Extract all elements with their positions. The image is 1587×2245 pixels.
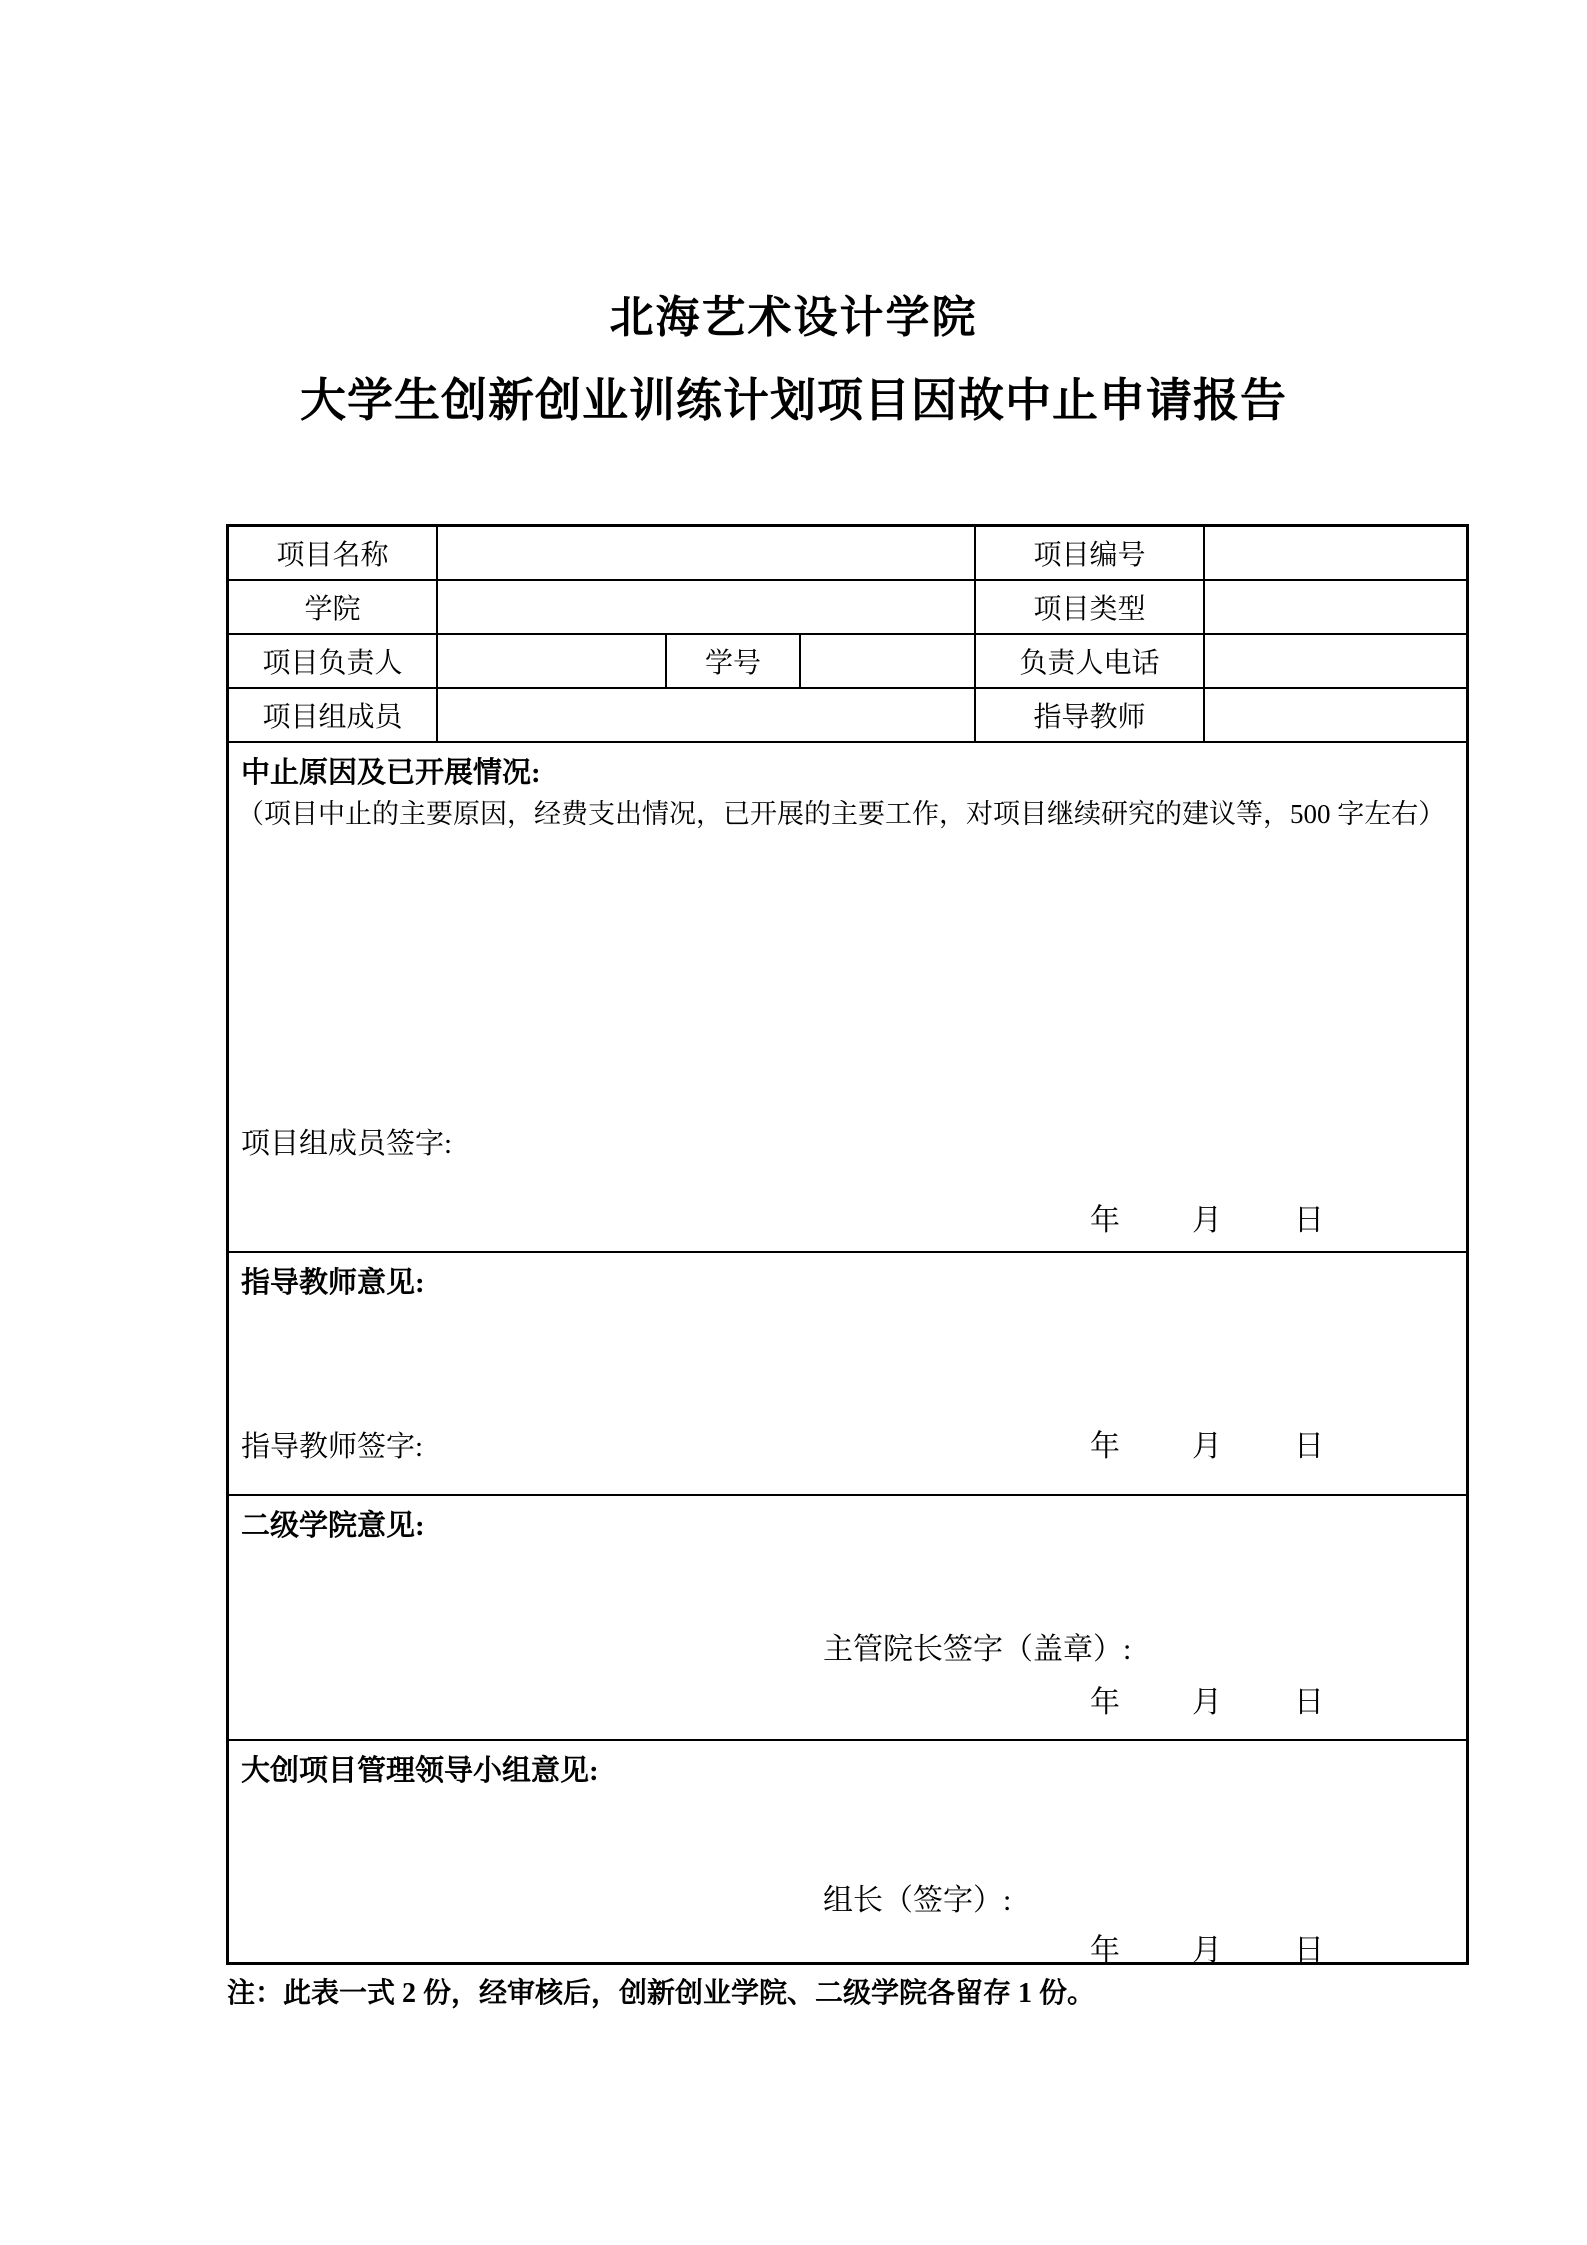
advisor-opinion-heading: 指导教师意见:	[241, 1267, 425, 1299]
leadership-group-opinion-section[interactable]	[229, 1741, 1466, 1967]
advisor-signature-row	[241, 1421, 1324, 1465]
advisor-label: 指导教师	[976, 689, 1205, 741]
termination-reason-heading: 中止原因及已开展情况:	[241, 757, 541, 789]
leader-phone-field[interactable]	[1205, 635, 1466, 687]
table-row	[229, 689, 1466, 743]
college-opinion-heading: 二级学院意见:	[241, 1510, 425, 1542]
date-day-label: 日	[1294, 1686, 1324, 1719]
advisor-signature-label: 指导教师签字:	[241, 1431, 424, 1463]
date-day-label: 日	[1294, 1430, 1324, 1463]
date-day-label: 日	[1294, 1934, 1324, 1967]
date-month-label: 月	[1192, 1934, 1222, 1967]
date-line	[1090, 1421, 1324, 1465]
date-year-label: 年	[1090, 1686, 1120, 1719]
date-year-label: 年	[1090, 1430, 1120, 1463]
date-year-label: 年	[1090, 1204, 1120, 1237]
project-no-field[interactable]	[1205, 527, 1466, 579]
advisor-field[interactable]	[1205, 689, 1466, 741]
dean-signature-label: 主管院长签字（盖章）:	[823, 1633, 1132, 1666]
leadership-group-heading: 大创项目管理领导小组意见:	[241, 1755, 599, 1787]
application-form-table	[226, 524, 1469, 1965]
date-line	[1090, 1925, 1324, 1969]
project-name-field[interactable]	[438, 527, 976, 579]
footnote: 注：此表一式 2 份，经审核后，创新创业学院、二级学院各留存 1 份。	[227, 1978, 1096, 2009]
members-label: 项目组成员	[229, 689, 438, 741]
student-id-field[interactable]	[801, 635, 976, 687]
termination-reason-hint: （项目中止的主要原因，经费支出情况，已开展的主要工作，对项目继续研究的建议等，500 字左右）	[237, 799, 1446, 829]
school-name-title: 北海艺术设计学院	[609, 293, 978, 342]
student-id-label: 学号	[667, 635, 801, 687]
date-month-label: 月	[1192, 1204, 1222, 1237]
group-leader-signature-label: 组长（签字）:	[823, 1884, 1012, 1917]
college-label: 学院	[229, 581, 438, 633]
members-signature-label: 项目组成员签字:	[241, 1128, 453, 1160]
date-line	[1090, 1677, 1324, 1721]
date-month-label: 月	[1192, 1686, 1222, 1719]
date-year-label: 年	[1090, 1934, 1120, 1967]
leader-phone-label: 负责人电话	[976, 635, 1205, 687]
termination-reason-section[interactable]	[229, 743, 1466, 1253]
table-row	[229, 635, 1466, 689]
leader-field[interactable]	[438, 635, 667, 687]
project-type-field[interactable]	[1205, 581, 1466, 633]
date-line	[1090, 1195, 1324, 1239]
college-opinion-section[interactable]	[229, 1496, 1466, 1741]
members-field[interactable]	[438, 689, 976, 741]
date-day-label: 日	[1294, 1204, 1324, 1237]
leader-label: 项目负责人	[229, 635, 438, 687]
project-no-label: 项目编号	[976, 527, 1205, 579]
college-field[interactable]	[438, 581, 976, 633]
date-month-label: 月	[1192, 1430, 1222, 1463]
project-type-label: 项目类型	[976, 581, 1205, 633]
advisor-opinion-section[interactable]	[229, 1253, 1466, 1496]
table-row	[229, 527, 1466, 581]
project-name-label: 项目名称	[229, 527, 438, 579]
form-title: 大学生创新创业训练计划项目因故中止申请报告	[300, 375, 1287, 426]
table-row	[229, 581, 1466, 635]
